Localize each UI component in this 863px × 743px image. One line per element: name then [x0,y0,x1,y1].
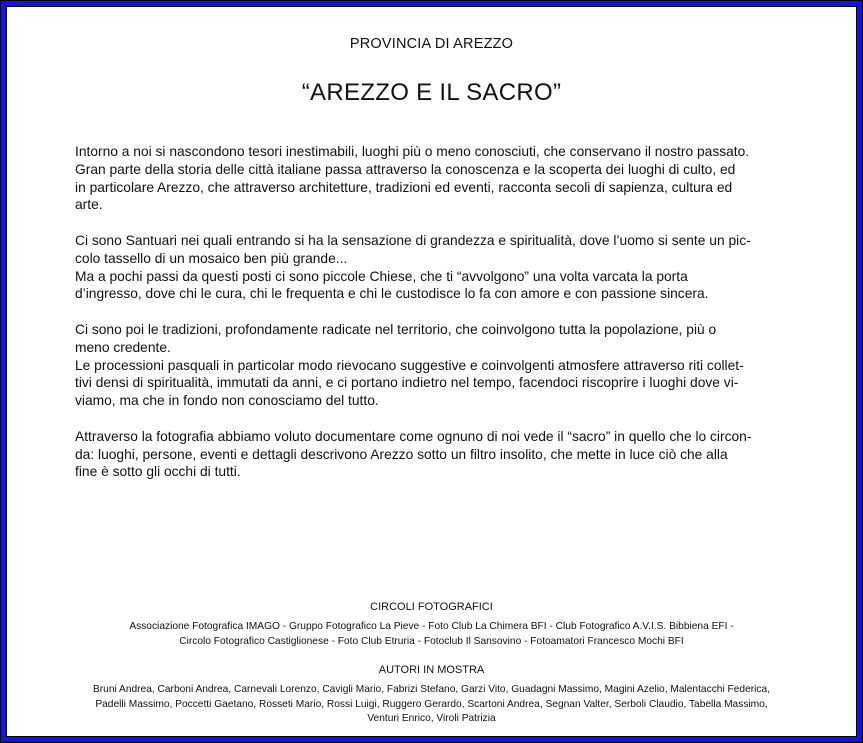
paragraph-2: Ci sono Santuari nei quali entrando si ha la sensazione di grandezza e spiritualità, dove l’uomo si sente un pic- colo tassello di un mosaico ben più grande... Ma a pochi passi da questi posti ci sono piccole Chiese, che ti “avvolgono” una volta varcata la porta d’ingresso, dove chi le cura, chi le frequenta e chi le custodisce lo fa con amore e con passione sincera. [75,232,751,302]
paragraph-4: Attraverso la fotografia abbiamo voluto documentare come ognuno di noi vede il “sacro” in quello che lo circon- da: luoghi, persone, eventi e dettagli descrivono Arezzo sotto un filtro insolito, che mette in luce ciò che alla fine è sotto gli occhi di tutti. [75,428,752,480]
paragraph-1: Intorno a noi si nascondono tesori inestimabili, luoghi più o meno conosciuti, che conservano il nostro passato. Gran parte della storia delle città italiane passa attraverso la conoscenza e la scoperta dei luoghi di culto, ed in particolare Arezzo, che attraverso architetture, tradizioni ed eventi, racconta secoli di sapienza, cultura ed arte. [75,144,750,213]
page-content [6,6,857,737]
circoli-heading: CIRCOLI FOTOGRAFICI [370,601,493,613]
exhibition-title: “AREZZO E IL SACRO” [301,79,562,106]
paragraph-3: Ci sono poi le tradizioni, profondamente radicate nel territorio, che coinvolgono tutta la popolazione, più o meno credente. Le processioni pasquali in particolar modo rievocano suggestive e coinvolgenti atmosfere attraverso riti collet- tivi densi di spiritualità, immutati da anni, e ci portano indietro nel tempo, facendoci riscoprire i luoghi dove vi- viamo, ma che in fondo non conosciamo del tutto. [75,321,744,409]
province-heading: PROVINCIA DI AREZZO [349,36,514,52]
autori-heading: AUTORI IN MOSTRA [378,664,485,676]
autori-list: Bruni Andrea, Carboni Andrea, Carnevali Lorenzo, Cavigli Mario, Fabrizi Stefano, Garzi Vito, Guadagni Massimo, Magini Azelio, Malentacchi Federica, Padelli Massimo, Poccetti Gaetano, Rosseti Mario, Rossi Luigi, Ruggero Gerardo, Scartoni Andrea, Segnan Valter, Serboli Claudio, Tabella Massimo, Venturi Enrico, Viroli Patrizia [92,684,771,725]
intro-text [75,143,799,499]
circoli-list: Associazione Fotografica IMAGO - Gruppo Fotografico La Pieve - Foto Club La Chimera BFI - Club Fotografico A.V.I.S. Bibbiena EFI - Circolo Fotografico Castiglionese - Foto Club Etruria - Fotoclub Il Sansovino - Fotoamatori Francesco Mochi BFI [129,621,734,647]
